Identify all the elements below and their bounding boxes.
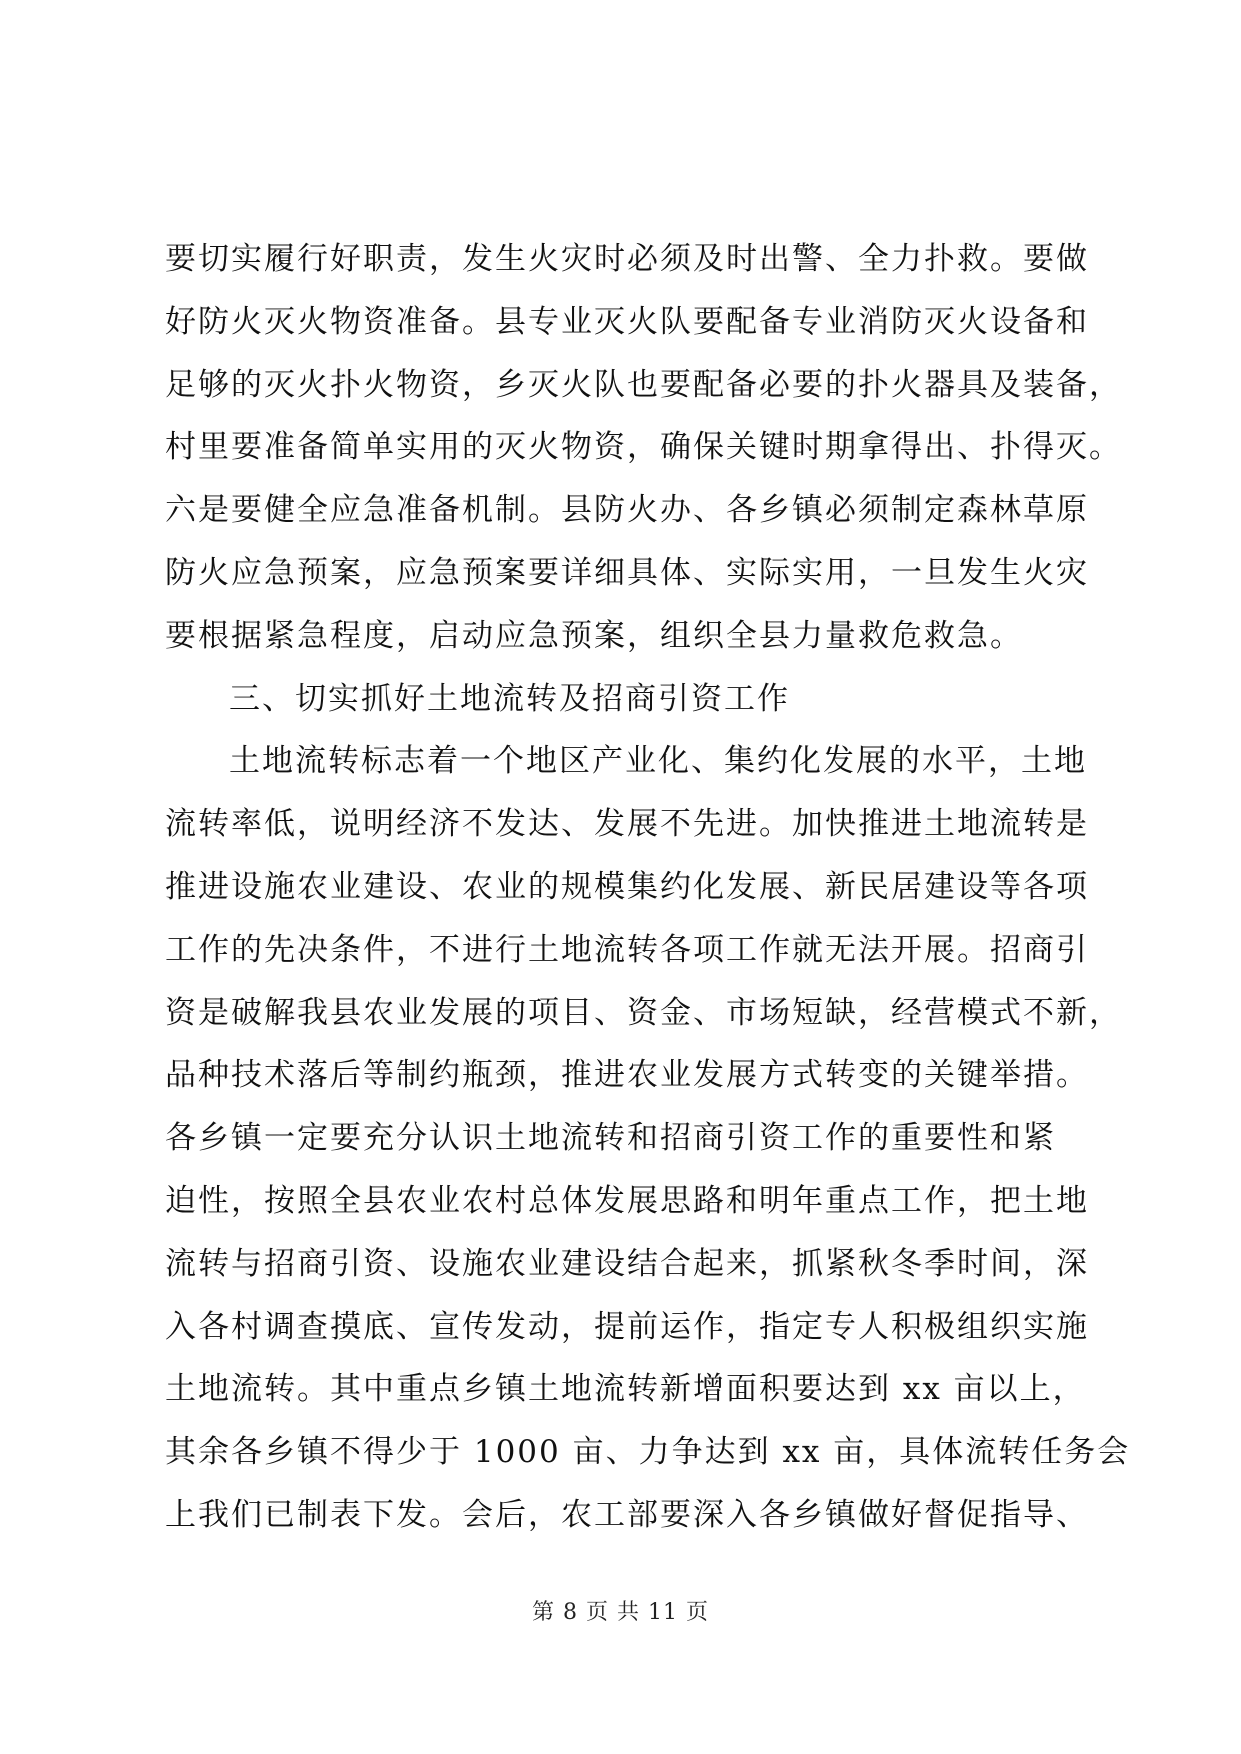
- text-line: 资是破解我县农业发展的项目、资金、市场短缺，经营模式不新，: [165, 994, 1122, 1031]
- page-footer: 第 8 页 共 11 页: [532, 1600, 709, 1625]
- text-line: 足够的灭火扑火物资，乡灭火队也要配备必要的扑火器具及装备，: [165, 366, 1122, 403]
- text-line: 流转与招商引资、设施农业建设结合起来，抓紧秋冬季时间，深: [165, 1245, 1089, 1282]
- text-line: 迫性，按照全县农业农村总体发展思路和明年重点工作，把土地: [165, 1182, 1089, 1219]
- text-line: 流转率低，说明经济不发达、发展不先进。加快推进土地流转是: [165, 806, 1089, 843]
- text-line: 其余各乡镇不得少于 1000 亩、力争达到 xx 亩，具体流转任务会: [165, 1434, 1131, 1471]
- text-line: 六是要健全应急准备机制。县防火办、各乡镇必须制定森林草原: [165, 492, 1089, 529]
- text-line: 要切实履行好职责，发生火灾时必须及时出警、全力扑救。要做: [165, 241, 1089, 277]
- text-line: 三、切实抓好土地流转及招商引资工作: [229, 680, 790, 717]
- document-body: [165, 228, 1131, 1547]
- text-line: 防火应急预案，应急预案要详细具体、实际实用，一旦发生火灾: [165, 554, 1089, 591]
- text-line: 上我们已制表下发。会后，农工部要深入各乡镇做好督促指导、: [165, 1496, 1089, 1533]
- text-line: 土地流转。其中重点乡镇土地流转新增面积要达到 xx 亩以上，: [165, 1371, 1086, 1408]
- text-line: 推进设施农业建设、农业的规模集约化发展、新民居建设等各项: [165, 868, 1089, 905]
- text-line: 品种技术落后等制约瓶颈，推进农业发展方式转变的关键举措。: [165, 1057, 1089, 1094]
- text-line: 工作的先决条件，不进行土地流转各项工作就无法开展。招商引: [165, 931, 1089, 968]
- text-line: 入各村调查摸底、宣传发动，提前运作，指定专人积极组织实施: [165, 1308, 1089, 1345]
- text-line: 好防火灭火物资准备。县专业灭火队要配备专业消防灭火设备和: [165, 303, 1089, 340]
- text-line: 村里要准备简单实用的灭火物资，确保关键时期拿得出、扑得灭。: [165, 429, 1122, 466]
- text-line: 要根据紧急程度，启动应急预案，组织全县力量救危救急。: [165, 617, 1023, 654]
- text-line: 土地流转标志着一个地区产业化、集约化发展的水平，土地: [229, 743, 1087, 780]
- text-line: 各乡镇一定要充分认识土地流转和招商引资工作的重要性和紧: [165, 1120, 1056, 1157]
